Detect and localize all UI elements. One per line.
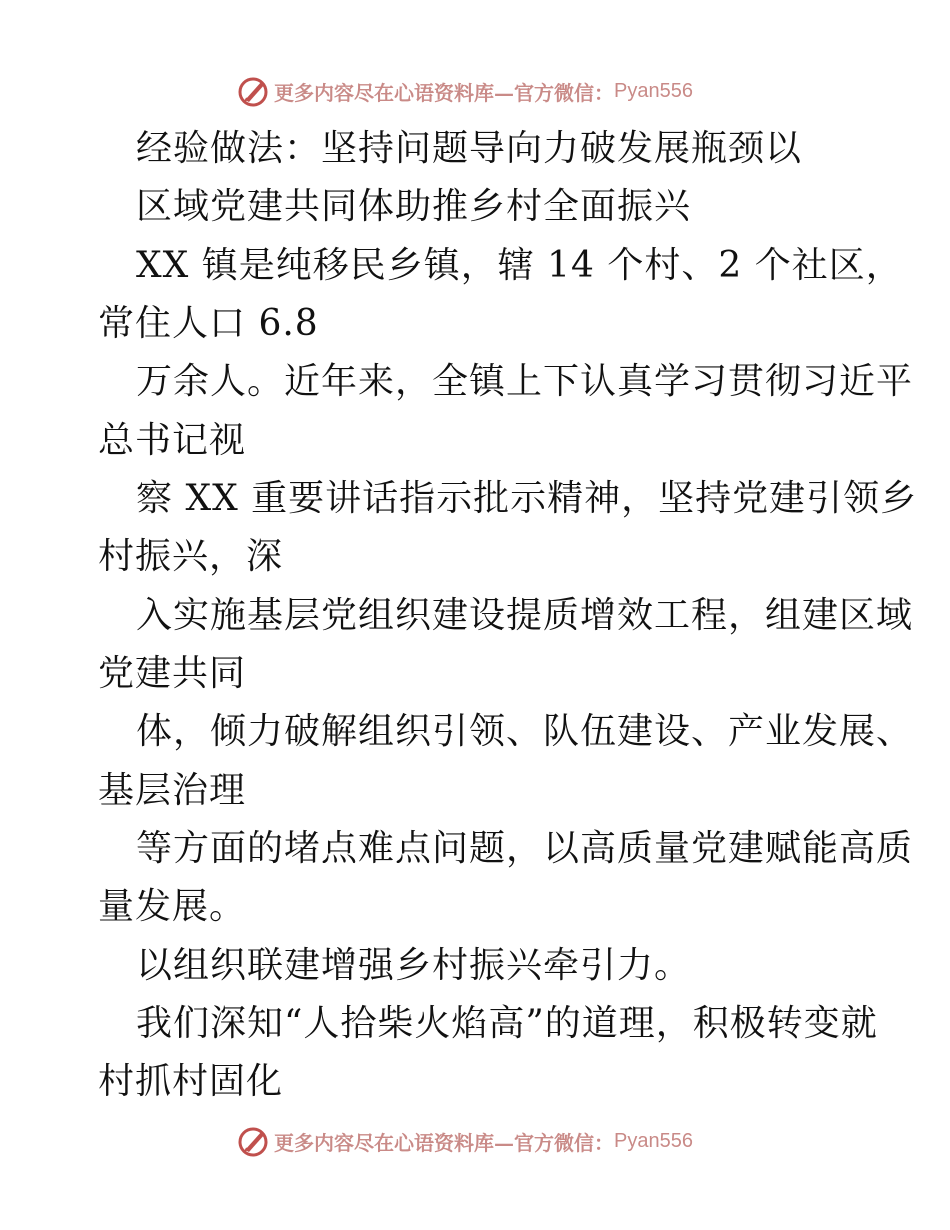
watermark-text: 更多内容尽在心语资料库—官方微信：	[274, 80, 614, 105]
paragraph-line: 入实施基层党组织建设提质增效工程，组建区域	[136, 595, 914, 636]
watermark-text: 更多内容尽在心语资料库—官方微信：	[274, 1130, 614, 1155]
header-watermark	[236, 74, 693, 108]
quill-logo-icon	[236, 74, 270, 108]
section-heading: 以组织联建增强乡村振兴牵引力。	[136, 945, 692, 986]
paragraph-line: 基层治理	[98, 770, 247, 811]
footer-watermark	[236, 1124, 693, 1158]
paragraph-line: 察 XX 重要讲话指示批示精神，坚持党建引领乡	[136, 478, 918, 519]
paragraph-line: 总书记视	[98, 420, 247, 461]
title-line-2: 区域党建共同体助推乡村全面振兴	[136, 186, 692, 227]
paragraph-line: 量发展。	[98, 886, 247, 927]
paragraph-line: 万余人。近年来，全镇上下认真学习贯彻习近平	[136, 361, 914, 402]
paragraph-line: 我们深知“人拾柴火焰高”的道理，积极转变就	[136, 1003, 878, 1044]
quill-logo-icon	[236, 1124, 270, 1158]
paragraph-line: 村抓村固化	[98, 1061, 284, 1102]
paragraph-line: 等方面的堵点难点问题，以高质量党建赋能高质	[136, 828, 914, 869]
paragraph-line: 村振兴，深	[98, 536, 284, 577]
paragraph-line: 常住人口 6.8	[98, 303, 319, 344]
paragraph-line: 党建共同	[98, 653, 247, 694]
title-line-1: 经验做法：坚持问题导向力破发展瓶颈以	[136, 128, 803, 169]
paragraph-line: XX 镇是纯移民乡镇，辖 14 个村、2 个社区，	[136, 245, 903, 286]
watermark-id: Pyan556	[614, 1129, 693, 1152]
paragraph-line: 体，倾力破解组织引领、队伍建设、产业发展、	[136, 711, 914, 752]
watermark-id: Pyan556	[614, 79, 693, 102]
